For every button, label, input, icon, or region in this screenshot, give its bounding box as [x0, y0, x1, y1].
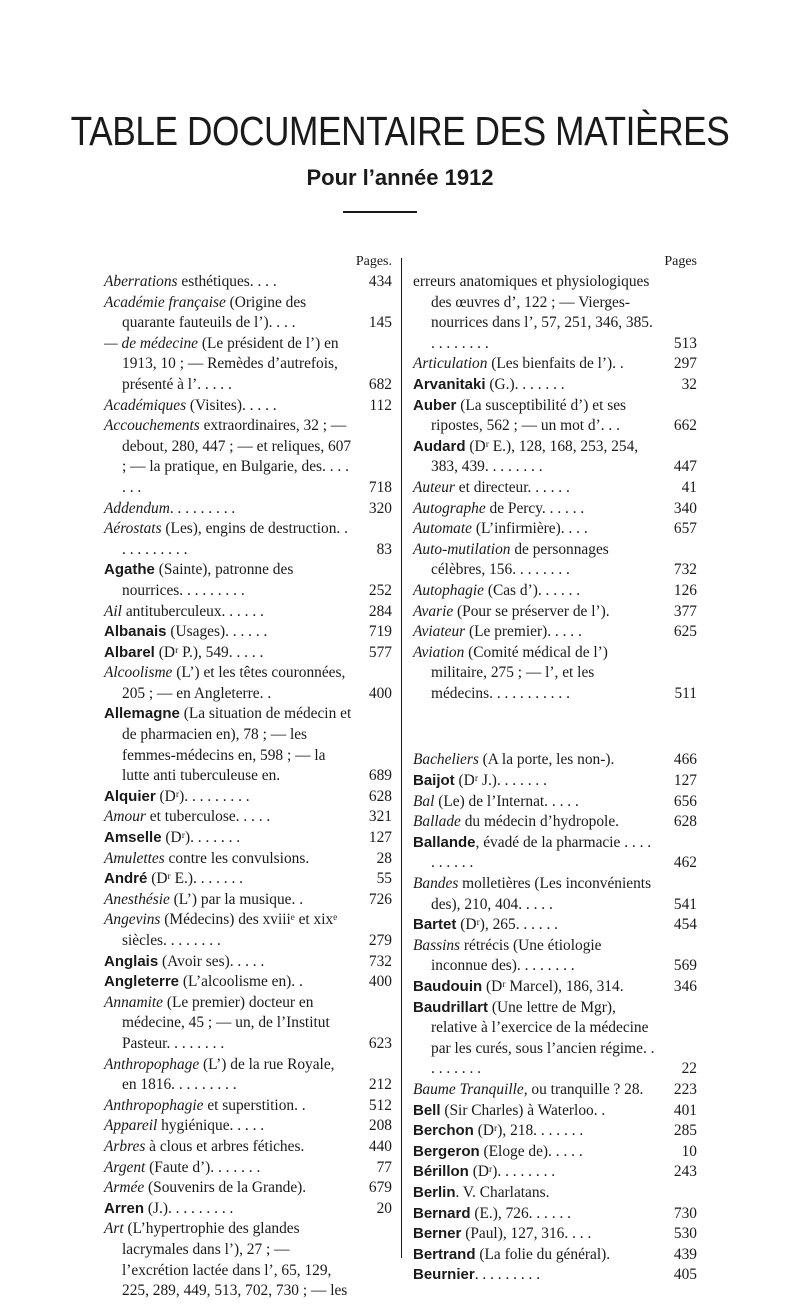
- entry-text: et superstition. .: [203, 1096, 306, 1114]
- entry-page-number: 112: [369, 396, 392, 414]
- entry-page-number: 346: [673, 978, 697, 995]
- entry-headword: Arvanitaki: [413, 375, 486, 393]
- entry-page-number: 730: [673, 1204, 697, 1222]
- index-entry: [413, 602, 697, 623]
- index-entry: [413, 936, 697, 977]
- entry-page-number: 284: [368, 602, 392, 620]
- entry-text: (Le président de l’) en 1913, 10 ; — Remèdes d’autrefois, présenté à l’. . . . .: [122, 334, 339, 393]
- entry-text: (Origine des quarante fauteuils de l’). . . .: [122, 293, 307, 332]
- entry-text: (Souvenirs de la Grande).: [144, 1179, 307, 1197]
- index-entry: [413, 771, 697, 792]
- entry-headword: André: [104, 870, 148, 888]
- entry-text: (Le premier). . . . .: [465, 623, 582, 641]
- entry-headword: Arren: [104, 1199, 145, 1217]
- entry-text: . V. Charlatans.: [455, 1183, 550, 1201]
- index-column-right: [413, 252, 697, 1286]
- entry-headword: Ballade: [413, 813, 461, 831]
- entry-text: de personnages célèbres, 156. . . . . . . .: [431, 540, 609, 579]
- entry-headword: Bertrand: [413, 1245, 476, 1263]
- entry-headword: Bell: [413, 1101, 441, 1119]
- index-entry: [104, 622, 392, 643]
- entry-headword: Avarie: [413, 602, 454, 620]
- entry-text: (Les), engins de destruction. . . . . . . . . . .: [122, 520, 348, 558]
- index-entry: [413, 750, 697, 771]
- index-entry: [104, 787, 392, 808]
- index-entry: [413, 812, 697, 833]
- entry-headword: Baudouin: [413, 978, 483, 995]
- index-entry: [104, 1137, 392, 1158]
- entry-text: (L’) par la musique. .: [169, 890, 304, 908]
- index-entry: [413, 1080, 697, 1101]
- entry-text: (Le premier) docteur en médecine, 45 ; — un, de l’Institut Pasteur. . . . . . . .: [122, 993, 330, 1052]
- index-entry: [413, 1204, 697, 1225]
- entry-page-number: 32: [681, 375, 697, 393]
- index-entry: [413, 1142, 697, 1163]
- index-entry: [104, 807, 392, 828]
- entry-text: molletières (Les inconvénients des), 210, 404. . . . .: [431, 875, 652, 913]
- entry-page-number: 682: [368, 375, 392, 393]
- entry-headword: Angevins: [104, 911, 161, 929]
- entry-headword: Accouchements: [104, 417, 200, 435]
- entry-headword: Autophagie: [413, 581, 484, 599]
- index-entry: [413, 998, 697, 1080]
- entry-text: (Dʳ). . . . . . . .: [468, 1163, 556, 1181]
- index-entry: [413, 540, 697, 581]
- entry-headword: Anthropophagie: [104, 1096, 204, 1114]
- entry-page-number: 569: [673, 957, 697, 975]
- entry-text: (L’) de la rue Royale, en 1816. . . . . . . . .: [122, 1055, 335, 1094]
- entry-text: erreurs anatomiques et physiologiques des œuvres d’, 122 ; — Vierges-nourrices dans l’, 57, 251, 346, 385. . . . . . . . .: [413, 273, 653, 352]
- entry-page-number: 440: [368, 1137, 392, 1155]
- entry-headword: Baudrillart: [413, 998, 489, 1016]
- entry-headword: Bernard: [413, 1204, 471, 1222]
- index-entry: [104, 1096, 392, 1117]
- entry-headword: Allemagne: [104, 705, 180, 723]
- entry-text: extraordinaires, 32 ; — debout, 280, 447 ; — et reliques, 607 ; — la pratique, en Bulgarie, des. . . . . . .: [122, 417, 352, 496]
- entry-page-number: 77: [376, 1158, 392, 1176]
- entry-page-number: 401: [673, 1101, 697, 1119]
- entry-headword: Appareil: [104, 1117, 158, 1135]
- entry-headword: Automate: [413, 520, 472, 538]
- entry-text: (Pour se préserver de l’).: [453, 602, 610, 620]
- entry-headword: Aviateur: [413, 623, 466, 641]
- entry-headword: Anthropophage: [104, 1055, 200, 1073]
- entry-headword: Argent: [104, 1158, 146, 1176]
- index-entry: [104, 396, 392, 417]
- page-subtitle: Pour l’année 1912: [306, 165, 494, 190]
- index-entry: [413, 977, 697, 998]
- entry-headword: Aberrations: [104, 273, 178, 290]
- entry-text: (A la porte, les non-).: [478, 751, 615, 769]
- entry-headword: Auto-mutilation: [413, 540, 511, 558]
- entry-headword: Bal: [413, 792, 435, 810]
- pages-header: Pages.: [355, 254, 392, 269]
- entry-headword: Amselle: [104, 829, 162, 847]
- entry-page-number: 279: [368, 932, 392, 949]
- entry-headword: Anglais: [104, 952, 159, 970]
- entry-headword: Albarel: [104, 643, 155, 661]
- entry-page-number: 628: [368, 787, 392, 805]
- entry-text: , évadé de la pharmacie . . . . . . . . . .: [431, 833, 652, 872]
- entry-headword: Armée: [104, 1179, 145, 1197]
- index-entry: [104, 910, 392, 951]
- index-entry: [413, 519, 697, 540]
- entry-text: (L’hypertrophie des glandes lacrymales dans l’), 27 ; — l’excrétion lactée dans l’, 65, 129, 225, 289, 449, 513, 702, 730 ; — les: [122, 1220, 348, 1300]
- title-rule: [343, 211, 417, 213]
- index-entry: [413, 499, 697, 520]
- index-entry: [413, 581, 697, 602]
- entry-text: (E.), 726. . . . . .: [470, 1204, 571, 1222]
- entry-page-number: 145: [368, 314, 392, 332]
- entry-page-number: 454: [673, 916, 697, 934]
- entry-page-number: 377: [673, 602, 697, 620]
- entry-page-number: 320: [368, 499, 392, 517]
- index-entry: [104, 993, 392, 1055]
- entry-page-number: 513: [673, 334, 697, 352]
- entry-headword: Auber: [413, 396, 457, 414]
- index-entry: [104, 643, 392, 664]
- column-divider: [401, 258, 402, 1258]
- entry-headword: Agathe: [104, 561, 155, 579]
- entry-text: (Dʳ E.). . . . . . .: [147, 870, 244, 888]
- index-entry: [104, 1158, 392, 1179]
- entry-page-number: 718: [368, 478, 392, 496]
- index-entry: [104, 849, 392, 870]
- entry-page-number: 530: [673, 1225, 697, 1243]
- index-entry: [413, 833, 697, 874]
- entry-text: et directeur. . . . . .: [454, 478, 570, 496]
- entry-page-number: 400: [368, 684, 392, 702]
- index-entry: [104, 704, 392, 786]
- index-entry: [104, 1199, 392, 1220]
- entry-headword: Alquier: [104, 787, 156, 805]
- entry-headword: Audard: [413, 437, 466, 455]
- entry-text: (Sir Charles) à Waterloo. .: [440, 1101, 606, 1119]
- entry-page-number: 127: [673, 772, 697, 790]
- index-entry: [104, 1178, 392, 1199]
- entry-page-number: 656: [673, 792, 697, 810]
- index-entry: [104, 602, 392, 623]
- entry-text: (Sainte), patronne des nourrices. . . . . . . . .: [122, 561, 294, 599]
- entry-text: (Dʳ Marcel), 186, 314.: [482, 978, 624, 995]
- entry-page-number: 623: [368, 1034, 392, 1052]
- entry-headword: Académiques: [104, 396, 187, 414]
- entry-headword: Amour: [104, 808, 146, 826]
- entry-text: (J.). . . . . . . . .: [144, 1199, 234, 1217]
- entry-page-number: 462: [673, 854, 697, 872]
- entry-headword: Académie française: [104, 293, 226, 311]
- entry-text: (Une lettre de Mgr), relative à l’exercice de la médecine par les curés, sous l’ancien régime. . . . . . . . .: [431, 998, 655, 1078]
- entry-page-number: 511: [674, 684, 697, 702]
- entry-text: (Dʳ). . . . . . .: [161, 829, 241, 847]
- entry-page-number: 405: [673, 1266, 697, 1284]
- entry-page-number: 223: [673, 1080, 697, 1098]
- entry-page-number: 297: [673, 355, 697, 373]
- entry-text: (Avoir ses). . . . .: [158, 952, 265, 970]
- index-entry: [104, 560, 392, 601]
- entry-text: (Visites). . . . .: [186, 396, 277, 414]
- entry-text: (Dʳ E.), 128, 168, 253, 254, 383, 439. . . . . . . .: [431, 437, 639, 476]
- entry-headword: Ail: [104, 602, 122, 620]
- entry-text: (Comité médical de l’) militaire, 275 ; — l’, et les médecins. . . . . . . . . . .: [431, 643, 608, 702]
- entry-headword: Bérillon: [413, 1163, 469, 1181]
- entry-headword: Addendum: [104, 499, 170, 517]
- entry-headword: Bassins: [413, 936, 461, 954]
- entry-page-number: 732: [673, 561, 697, 579]
- index-entry: [104, 972, 392, 993]
- index-entry: [104, 869, 392, 890]
- entry-page-number: 466: [673, 751, 697, 769]
- entry-page-number: 321: [368, 808, 392, 826]
- entry-headword: — de médecine: [104, 334, 199, 352]
- entry-page-number: 628: [673, 813, 697, 831]
- entry-headword: Bartet: [413, 916, 457, 934]
- index-entry: [104, 1055, 392, 1096]
- entry-page-number: 20: [376, 1199, 392, 1217]
- entry-text: rétrécis (Une étiologie inconnue des). . . . . . . .: [431, 936, 602, 975]
- entry-page-number: 41: [681, 478, 697, 496]
- entry-page-number: 340: [673, 499, 697, 517]
- entry-page-number: 55: [376, 870, 392, 888]
- entry-headword: Aérostats: [104, 520, 162, 538]
- index-entry: [104, 890, 392, 911]
- index-entry: [413, 643, 697, 705]
- entry-text: antituberculeux. . . . . .: [121, 602, 264, 620]
- entry-text: (L’alcoolisme en). .: [179, 973, 303, 991]
- index-entry: [104, 272, 392, 293]
- entry-text: (L’) et les têtes couronnées, 205 ; — en Angleterre. .: [122, 664, 346, 702]
- entry-page-number: 732: [368, 952, 392, 970]
- entry-text: (La susceptibilité d’) et ses ripostes, 562 ; — un mot d’. . .: [431, 396, 627, 435]
- entry-page-number: 541: [673, 895, 697, 913]
- index-entry: [413, 792, 697, 813]
- entry-headword: Anesthésie: [104, 890, 170, 908]
- index-entry: [413, 478, 697, 499]
- index-entry: [104, 663, 392, 704]
- entry-headword: Bandes: [413, 875, 459, 893]
- entry-headword: Aviation: [413, 643, 465, 661]
- entry-text: du médecin d’hydropole.: [460, 813, 620, 831]
- entry-text: contre les convulsions.: [164, 849, 310, 867]
- index-entry: [413, 622, 697, 643]
- entry-page-number: 400: [368, 973, 392, 991]
- entry-page-number: 22: [681, 1060, 697, 1078]
- entry-headword: Bergeron: [413, 1142, 480, 1160]
- entry-headword: Bacheliers: [413, 751, 479, 769]
- entry-headword: Arbres: [104, 1137, 146, 1155]
- entry-text: (Dʳ), 265. . . . . .: [456, 916, 559, 934]
- section-gap: [413, 704, 697, 750]
- index-entry: [413, 375, 697, 396]
- index-entry: [104, 334, 392, 396]
- entry-text: (Médecins) des xviiiᵉ et xixᵉ siècles. . . . . . . .: [122, 911, 338, 949]
- index-entry: [413, 1162, 697, 1183]
- entry-page-number: 625: [673, 623, 697, 641]
- entry-headword: Albanais: [104, 623, 167, 641]
- page-title: TABLE DOCUMENTAIRE DES MATIÈRES: [70, 108, 730, 154]
- entry-headword: Alcoolisme: [104, 664, 173, 682]
- entry-text: (Dʳ P.), 549. . . . .: [154, 643, 264, 661]
- entry-text: (Le) de l’Internat. . . . .: [434, 792, 579, 810]
- entry-text: (Usages). . . . . .: [166, 623, 268, 641]
- entry-page-number: 10: [681, 1142, 697, 1160]
- entry-page-number: 252: [368, 581, 392, 599]
- entry-text: . . . . . . . . .: [474, 1266, 541, 1284]
- index-entry: [104, 1219, 392, 1301]
- index-entry: [413, 396, 697, 437]
- entry-text: (Paul), 127, 316. . . .: [461, 1225, 592, 1243]
- index-entry: [104, 519, 392, 560]
- index-entry: [413, 874, 697, 915]
- entry-text: (Faute d’). . . . . . .: [145, 1158, 261, 1176]
- entry-headword: Berlin: [413, 1183, 456, 1201]
- entry-text: . . . . . . . . .: [169, 499, 236, 517]
- index-entry: [413, 1121, 697, 1142]
- entry-headword: Beurnier: [413, 1266, 475, 1284]
- entry-page-number: 577: [368, 643, 392, 661]
- entry-page-number: 83: [376, 540, 392, 558]
- entry-page-number: 447: [673, 458, 697, 476]
- entry-page-number: 212: [368, 1076, 392, 1094]
- entry-page-number: 726: [368, 890, 392, 908]
- entry-page-number: 126: [673, 581, 697, 599]
- entry-headword: Auteur: [413, 478, 455, 496]
- entry-text: (La folie du général).: [475, 1245, 611, 1263]
- index-entry: [413, 1265, 697, 1286]
- entry-text: (Cas d’). . . . . .: [483, 581, 581, 599]
- entry-text: (Dʳ), 218. . . . . . .: [473, 1122, 584, 1140]
- entry-page-number: 434: [368, 273, 392, 290]
- entry-page-number: 679: [368, 1179, 392, 1197]
- index-entry: [413, 1101, 697, 1122]
- entry-text: (L’infirmière). . . .: [472, 520, 588, 538]
- entry-page-number: 243: [673, 1163, 697, 1181]
- index-column-left: [104, 252, 392, 1302]
- pages-header: Pages: [664, 254, 697, 269]
- entry-text: à clous et arbres fétiches.: [145, 1137, 305, 1155]
- entry-page-number: 719: [368, 623, 392, 641]
- entry-page-number: 28: [376, 849, 392, 867]
- entry-text: esthétiques. . . .: [177, 273, 277, 290]
- entry-text: de Percy. . . . . .: [485, 499, 585, 517]
- entry-headword: Angleterre: [104, 973, 180, 991]
- entry-headword: Baijot: [413, 772, 455, 790]
- index-entry: [104, 293, 392, 334]
- entry-headword: Autographe: [413, 499, 486, 517]
- index-entry: [413, 354, 697, 375]
- index-entry: [104, 1116, 392, 1137]
- entry-page-number: 208: [368, 1117, 392, 1135]
- entry-headword: Baume Tranquille: [413, 1080, 524, 1098]
- index-entry: [104, 828, 392, 849]
- index-entry: [413, 915, 697, 936]
- entry-headword: Annamite: [104, 993, 163, 1011]
- index-entry: [413, 272, 697, 354]
- entry-page-number: 689: [368, 767, 392, 785]
- entry-text: (G.). . . . . . .: [485, 375, 565, 393]
- index-entry: [413, 1224, 697, 1245]
- entry-text: (Dʳ J.). . . . . . .: [454, 772, 547, 790]
- index-entry: [104, 416, 392, 498]
- entry-headword: Berner: [413, 1225, 462, 1243]
- entry-headword: Articulation: [413, 355, 488, 373]
- entry-headword: Berchon: [413, 1122, 474, 1140]
- entry-text: et tuberculose. . . . .: [145, 808, 271, 826]
- index-entry: [104, 952, 392, 973]
- index-entry: [413, 1245, 697, 1266]
- entry-text: (Dʳ). . . . . . . . .: [155, 787, 250, 805]
- entry-page-number: 512: [368, 1096, 392, 1114]
- entry-text: (Eloge de). . . . .: [479, 1142, 583, 1160]
- entry-page-number: 285: [673, 1122, 697, 1140]
- entry-headword: Ballande: [413, 833, 476, 851]
- entry-page-number: 439: [673, 1245, 697, 1263]
- entry-text: , ou tranquille ? 28.: [523, 1080, 644, 1098]
- entry-page-number: 662: [673, 417, 697, 435]
- index-entry: [413, 437, 697, 478]
- entry-text: (La situation de médecin et de pharmacien en), 78 ; — les femmes-médecins en, 598 ; — la lutte anti tuberculeuse en.: [122, 705, 352, 785]
- index-entry: [104, 499, 392, 520]
- entry-headword: Amulettes: [104, 849, 165, 867]
- entry-page-number: 657: [673, 520, 697, 538]
- entry-headword: Art: [104, 1220, 124, 1238]
- entry-page-number: 127: [368, 829, 392, 847]
- index-entry: [413, 1183, 697, 1204]
- entry-text: hygiénique. . . . .: [157, 1117, 265, 1135]
- entry-text: (Les bienfaits de l’). .: [487, 355, 624, 373]
